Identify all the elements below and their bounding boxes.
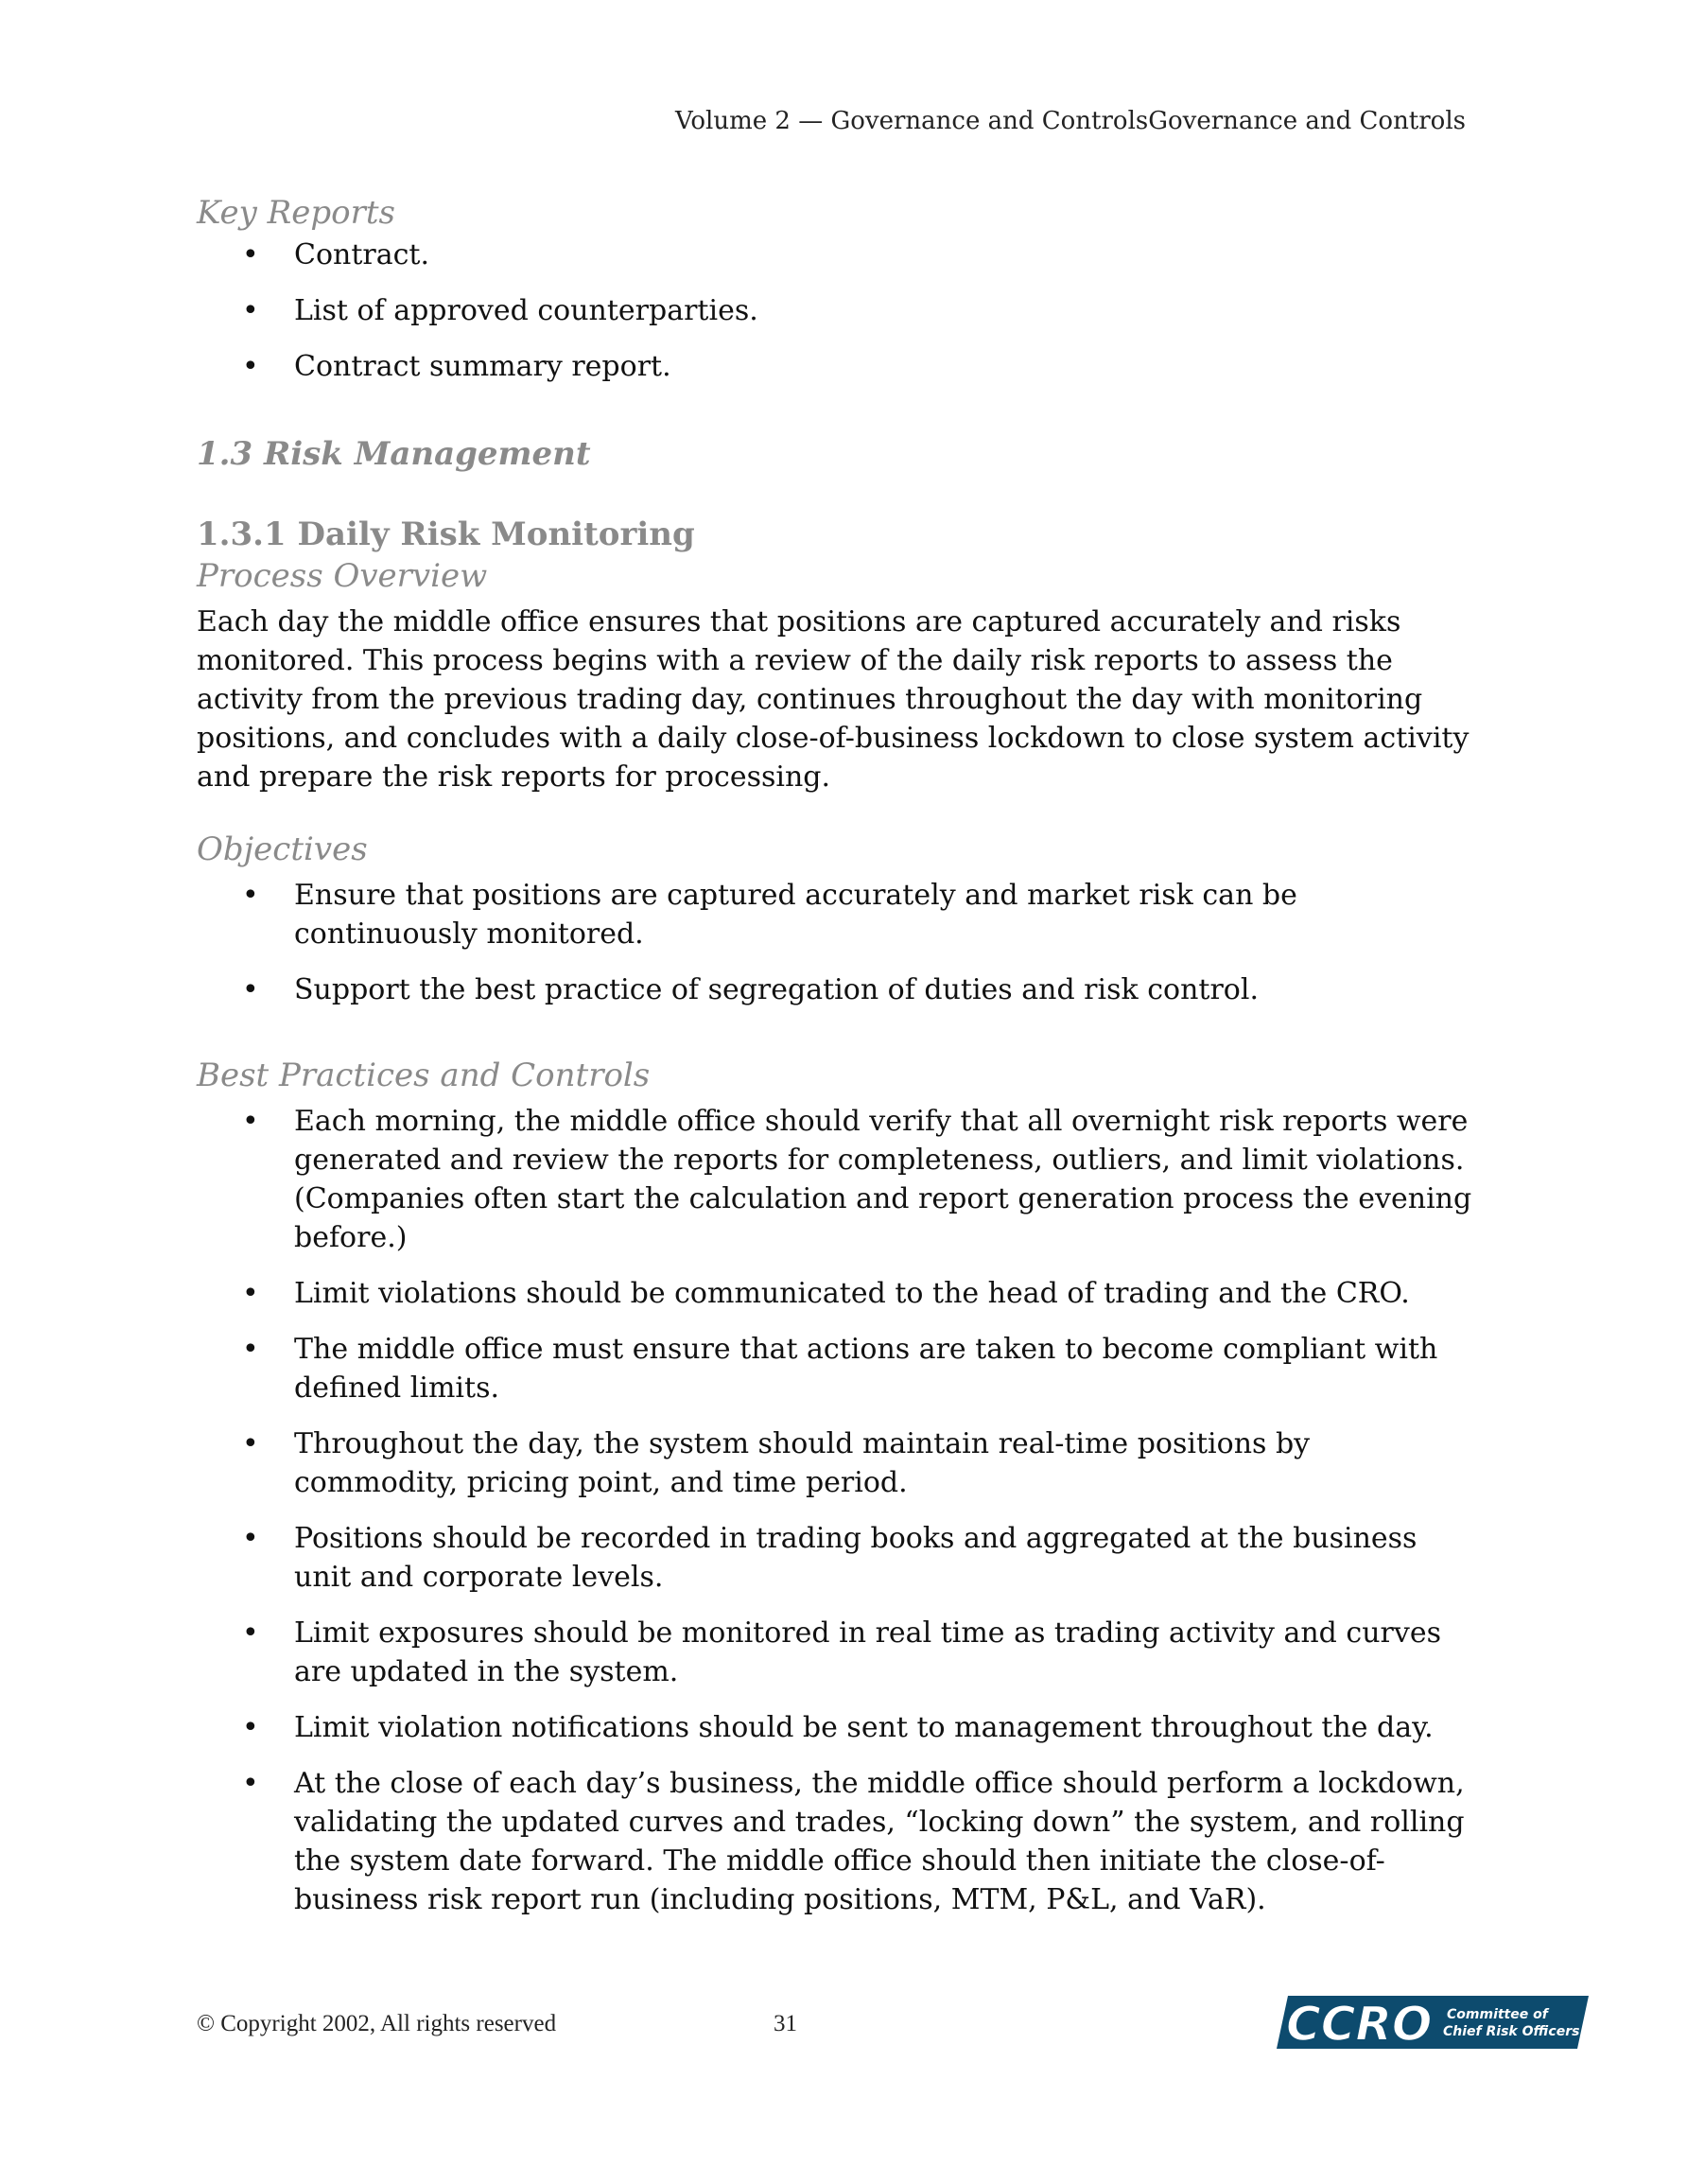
key-reports-list <box>197 236 1473 386</box>
logo-tagline-1: Committee of <box>1447 2007 1548 2022</box>
list-item: • Limit violations should be communicated to the head of trading and the CRO. <box>197 1274 1473 1313</box>
logo-tagline-2: Chief Risk Officers <box>1443 2024 1580 2039</box>
objectives-heading: Objectives <box>197 830 368 868</box>
list-item: • Throughout the day, the system should maintain real-time positions by commodity, pricing point, and time period. <box>197 1424 1473 1502</box>
key-reports-heading: Key Reports <box>197 194 395 232</box>
best-practices-list <box>197 1102 1473 1919</box>
list-item: • Contract. <box>197 236 1473 274</box>
logo-wordmark: CCRO <box>1286 1997 1433 2049</box>
list-item: • Ensure that positions are captured accurately and market risk can be continuously monitored. <box>197 876 1473 953</box>
process-overview-text: Each day the middle office ensures that positions are captured accurately and risks monitored. This process begins with a review of the daily risk reports to assess the activity from the previous trading day, continues throughout the day with monitoring positions, and concludes with a daily close-of-business lockdown to close system activity and prepare the risk reports for processing. <box>197 605 1470 794</box>
copyright-notice: © Copyright 2002, All rights reserved <box>197 2011 557 2036</box>
list-item: • List of approved counterparties. <box>197 291 1473 330</box>
ccro-logo <box>1277 1996 1589 2049</box>
list-item: • The middle office must ensure that actions are taken to become compliant with defined limits. <box>197 1330 1473 1407</box>
page-content <box>197 194 1473 1919</box>
running-header: Volume 2 — Governance and ControlsGovernance and Controls <box>674 107 1466 135</box>
subsection-heading: 1.3.1 Daily Risk Monitoring <box>197 515 695 553</box>
list-item: • At the close of each day’s business, the middle office should perform a lockdown, validating the updated curves and trades, “locking down” the system, and rolling the system date forward. The middle office should then initiate the close-of-business risk report run (including positions, MTM, P&L, and VaR). <box>197 1764 1473 1919</box>
process-overview-heading: Process Overview <box>197 557 488 595</box>
list-item: • Limit violation notifications should be sent to management throughout the day. <box>197 1708 1473 1747</box>
list-item: • Positions should be recorded in trading books and aggregated at the business unit and corporate levels. <box>197 1519 1473 1597</box>
list-item: • Limit exposures should be monitored in real time as trading activity and curves are updated in the system. <box>197 1614 1473 1691</box>
best-practices-heading: Best Practices and Controls <box>197 1057 651 1094</box>
section-heading: 1.3 Risk Management <box>197 435 591 473</box>
objectives-list <box>197 876 1473 1009</box>
page-number: 31 <box>774 2011 797 2036</box>
list-item: • Support the best practice of segregation of duties and risk control. <box>197 970 1473 1009</box>
list-item: • Contract summary report. <box>197 347 1473 386</box>
list-item: • Each morning, the middle office should verify that all overnight risk reports were generated and review the reports for completeness, outliers, and limit violations. (Companies often start the calculation and report generation process the evening before.) <box>197 1102 1473 1257</box>
